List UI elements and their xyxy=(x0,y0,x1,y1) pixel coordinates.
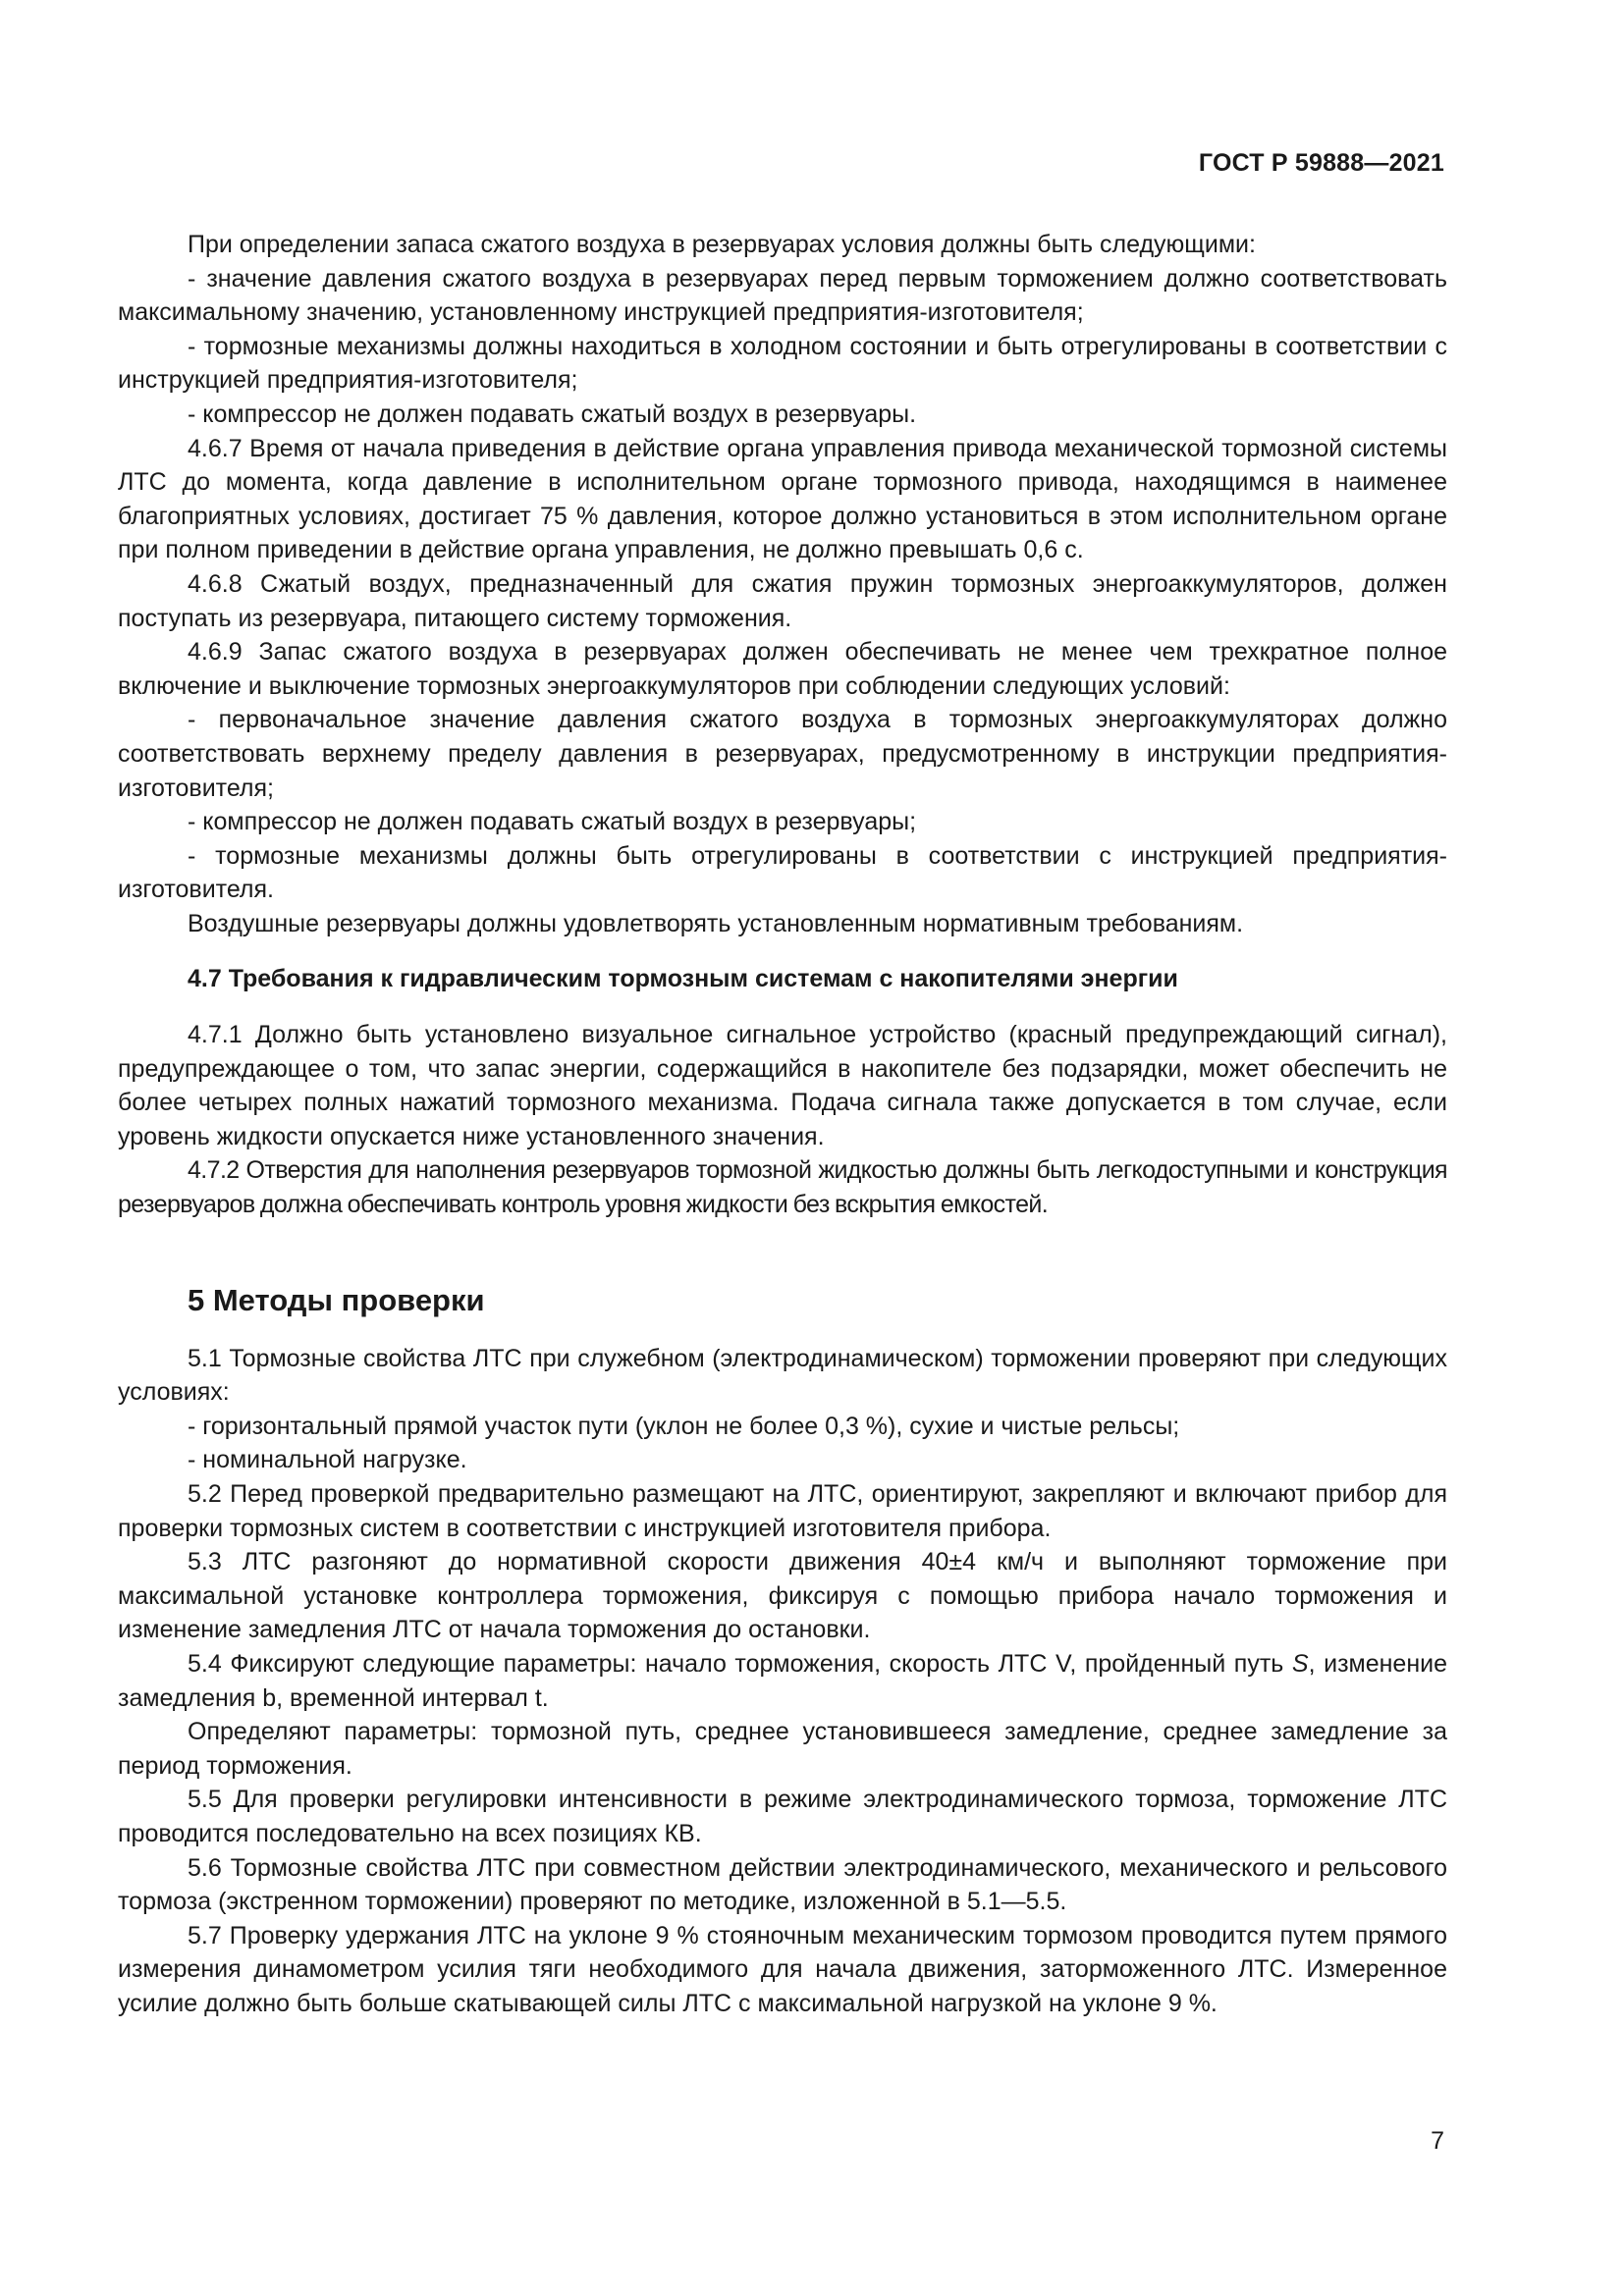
paragraph: 5.2 Перед проверкой предварительно размещают на ЛТС, ориентируют, закрепляют и включают прибор для проверки тормозных систем в соответствии с инструкцией изготовителя прибора. xyxy=(118,1480,1447,1542)
paragraph: 4.6.7 Время от начала приведения в действие органа управления привода механической тормозной системы ЛТС до момента, когда давление в исполнительном органе тормозного привода, находящимся в наименее благоприятных условиях, достигает 75 % давления, которое должно установиться в этом исполнительном органе при полном приведении в действие органа управления, не должно превышать 0,6 с. xyxy=(118,434,1447,564)
document-code: ГОСТ Р 59888—2021 xyxy=(1198,149,1444,177)
paragraph: - компрессор не должен подавать сжатый воздух в резервуары. xyxy=(188,400,917,428)
text-run: , изменение замедления b, временной интервал t. xyxy=(118,1649,1448,1712)
paragraph: 5.3 ЛТС разгоняют до нормативной скорости движения 40±4 км/ч и выполняют торможение при максимальной установке контроллера торможения, фиксируя с помощью прибора начало торможения и изменение замедления ЛТС от начала торможения до остановки. xyxy=(118,1548,1447,1644)
paragraph: 5.6 Тормозные свойства ЛТС при совместном действии электродинамического, механического и рельсового тормоза (экстренном торможении) проверяют по методике, изложенной в 5.1—5.5. xyxy=(118,1853,1447,1916)
text-run: 5.4 Фиксируют следующие параметры: начало торможения, скорость ЛТС V, пройденный путь xyxy=(188,1649,1292,1678)
paragraph: - тормозные механизмы должны быть отрегулированы в соответствии с инструкцией предприятия-изготовителя. xyxy=(118,841,1447,904)
paragraph: 4.6.9 Запас сжатого воздуха в резервуарах должен обеспечивать не менее чем трехкратное полное включение и выключение тормозных энергоаккумуляторов при соблюдении следующих условий: xyxy=(118,638,1447,700)
page-number: 7 xyxy=(1431,2127,1444,2155)
paragraph: 5.7 Проверку удержания ЛТС на уклоне 9 % стояночным механическим тормозом проводится путем прямого измерения динамометром усилия тяги необходимого для начала движения, заторможенного ЛТС. Измеренное усилие должно быть больше скатывающей силы ЛТС с максимальной нагрузкой на уклоне 9 %. xyxy=(118,1921,1447,2017)
paragraph: - тормозные механизмы должны находиться в холодном состоянии и быть отрегулированы в соответствии с инструкцией предприятия-изготовителя; xyxy=(118,332,1447,395)
paragraph xyxy=(118,1647,1447,1715)
paragraph: 5.5 Для проверки регулировки интенсивности в режиме электродинамического тормоза, торможение ЛТС проводится последовательно на всех позициях КВ. xyxy=(118,1786,1447,1847)
paragraph: - компрессор не должен подавать сжатый воздух в резервуары; xyxy=(188,808,917,836)
paragraph: 4.7.2 Отверстия для наполнения резервуаров тормозной жидкостью должны быть легкодоступными и конструкция резервуаров должна обеспечивать контроль уровня жидкости без вскрытия емкостей. xyxy=(118,1156,1447,1219)
paragraph: 4.7.1 Должно быть установлено визуальное сигнальное устройство (красный предупреждающий сигнал), предупреждающее о том, что запас энергии, содержащийся в накопителе без подзарядки, может обеспечить не более четырех полных нажатий тормозного механизма. Подача сигнала также допускается в том случае, если уровень жидкости опускается ниже установленного значения. xyxy=(118,1021,1447,1150)
paragraph: Воздушные резервуары должны удовлетворять установленным нормативным требованиям. xyxy=(188,909,1244,937)
page-content xyxy=(118,228,1447,2021)
paragraph: 5.1 Тормозные свойства ЛТС при служебном (электродинамическом) торможении проверяют при следующих условиях: xyxy=(118,1344,1447,1407)
paragraph: 4.6.8 Сжатый воздух, предназначенный для сжатия пружин тормозных энергоаккумуляторов, должен поступать из резервуара, питающего систему торможения. xyxy=(118,569,1447,632)
paragraph: При определении запаса сжатого воздуха в резервуарах условия должны быть следующими: xyxy=(188,231,1256,258)
paragraph: Определяют параметры: тормозной путь, среднее установившееся замедление, среднее замедление за период торможения. xyxy=(118,1718,1447,1780)
section-heading: 5 Методы проверки xyxy=(188,1282,485,1317)
paragraph: - значение давления сжатого воздуха в резервуарах перед первым торможением должно соответствовать максимальному значению, установленному инструкцией предприятия-изготовителя; xyxy=(118,264,1447,327)
paragraph: - номинальной нагрузке. xyxy=(188,1446,467,1474)
subsection-heading: 4.7 Требования к гидравлическим тормозным системам с накопителями энергии xyxy=(188,965,1178,993)
italic-symbol: S xyxy=(1291,1649,1309,1678)
paragraph: - горизонтальный прямой участок пути (уклон не более 0,3 %), сухие и чистые рельсы; xyxy=(188,1412,1180,1440)
paragraph: - первоначальное значение давления сжатого воздуха в тормозных энергоаккумуляторах должно соответствовать верхнему пределу давления в резервуарах, предусмотренному в инструкции предприятия-изготовителя; xyxy=(118,706,1447,802)
